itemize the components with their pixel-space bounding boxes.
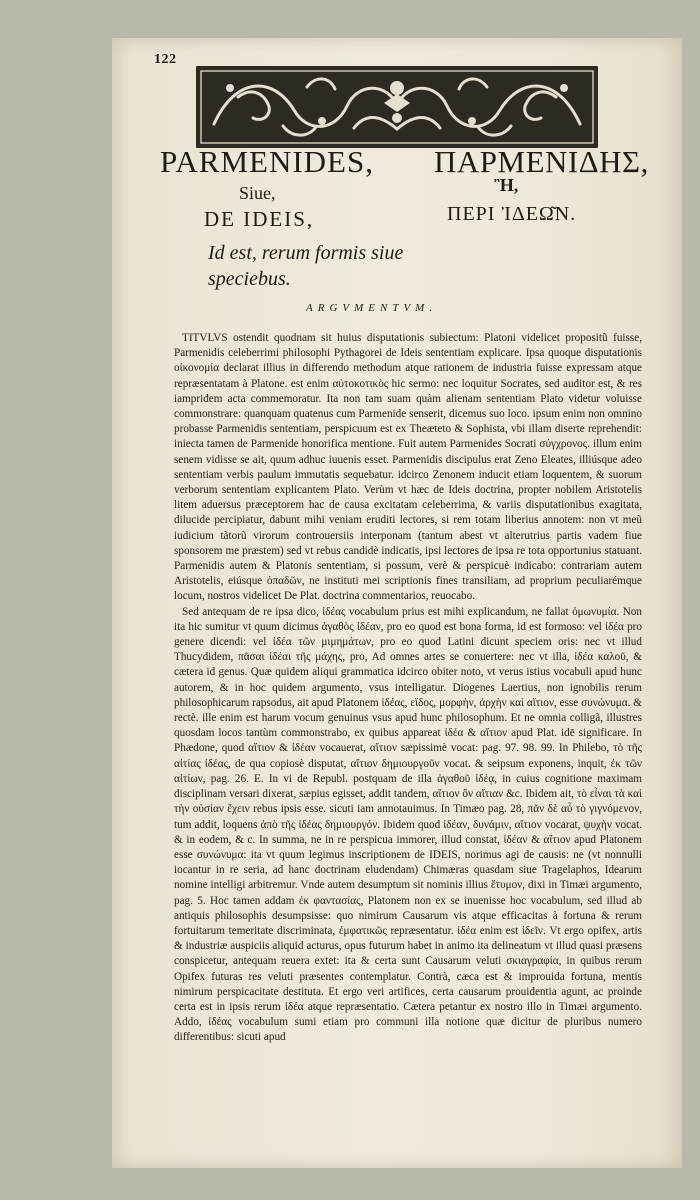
page-number: 122	[154, 52, 177, 67]
argument-body-text	[174, 331, 642, 1046]
subtitle-greek-peri-ideon: ΠΕΡΙ ἸΔΕΩ͂Ν.	[447, 203, 577, 225]
subtitle-latin-de-ideis: DE IDEIS,	[204, 207, 315, 231]
work-title-latin: PARMENIDES,	[160, 144, 374, 179]
argument-paragraph-1: TITVLVS ostendit quodnam sit huius disputationis subiectum: Platoni videlicet propositũ fuisse, Parmenidis celeberrimi philosophi Pythagorei de Ideis sententiam explicare. Ipsa quoque disputationis οἰκονομία declarat illius in differendo methodum atque rationem de industria fuisse expressam atque repræsentatam à Platone. est enim αὐτοκοτικὸς hic sermo: nec loquitur Socrates, sed auditor est, & res iampridem acta commemoratur. Ita non tam suam quàm alienam sententiam Plato videtur voluisse commonstrare: quanquam quatenus cum Parmenide senserit, dicemus suo loco. ipsum enim non omnino probasse Parmenidis sententiam, perspicuum est ex Theæteto & Sophista, vbi illam diserte reprehendit: iniecta tamen de Parmenide honorifica mentione. Fuit autem Parmenides Socrati σύγχρονος. illum enim senem vidisse se ait, quum adhuc iuuenis esset. Parmenidis discipulus erat Zeno Eleates, illiúsque adeo sententiam verbis paulum immutatis sequebatur. idcirco Zenonem inducit etiam loquentem, & suorum verborum sententiam explicantem Plato. Verùm vt hæc de Ideis doctrina, propter nobilem Aristotelis litem aduersus præceptorem hac de causa excitatam celeberrima, & variis disputationibus exagitata, dilucide percipiatur, dabunt mihi veniam eruditi lectores, si rem totam liberius annotem: non vt meũ iudicium tãtorũ virorum controuersiis interponam (tantum abest vt alterutrius partis vadem fiue sponsorem me præstem) sed vt rebus candidè indicatis, ipsi lectores de ipsa re tota opportunius statuant. Parmenidis autem & Platonis sententiam, si possum, verè & perspicuè indicabo: contrariam autem Aristotelis, eiúsque ὁπαδῶν, ne instituti mei scriptionis fines transiliam, ad proprium peculiarémque locum, nostros videlicet De Plat. doctrina commentarios, reuocabo.	[174, 332, 642, 603]
work-title-greek: ΠΑΡΜΕΝΙΔΗΣ,	[434, 144, 649, 179]
subtitle-explanation	[208, 240, 428, 292]
subtitle-line-1: Id est, rerum formis siue	[208, 242, 404, 264]
alternate-title-connector-greek: Ἢ,	[494, 175, 519, 195]
argument-paragraph-2: Sed antequam de re ipsa dico, ἰδέας vocabulum prius est mihi explicandum, ne fallat ὁμωνυμία. Non ita hic sumitur vt quum dicimus ἀγαθὸς ἰδέαν, pro eo quod est bona forma, id est formoso: vel ἰδέα pro genere dicendi: vel ἰδέα τῶν μιμημάτων, pro eo quod Latini dicunt speciem oris: nec vt illud Thucydidem, πᾶσαι ἰδέαι τῆς μάχης, pro, Ad omnes artes se conuertere: nec vt illa, ἰδέα καλοῦ, & cætera id genus. Quæ quidem aliqui grammatica idcirco obiter noto, vt verus istius vocabuli apud hunc autorem, & in hoc quidem argumento, vsus intelligatur. Diogenes Laertius, non ignobilis rerum philosophicarum rapsodus, ait apud Platonem ἰδέας, εἴδος, μορφὴν, ἀρχὴν καὶ αἴτιον, esse συνώνυμα. & rectè. ille enim est harum vocum genuinus vsus apud hunc philosophum. Et ne omnia colligã, illustres quosdam locos tantùm commonstrabo, ex quibus appareat ἰδέα & αἴτιον apud Plat. idē significare. In Phædone, quod αἴτιον & ἰδέαν vocauerat, αἴτιον sæpissimè vocat: pag. 97. 98. 99. In Philebo, τὸ τῆς αἰτίας ἰδέας, de qua copiosè disputat, αἴτιον δημιουργοῦν vocat. & seipsum exponens, inquit, ἐκ τῶν αἰτίων, pag. 26. E. In vi de Republ. postquam de illa ἀγαθοῦ ἰδέᾳ, in cuius cognitione maximam disciplinam versari dixerat, sæpius egisset, addit tandem, αἴτιον ὂν αἴτιαν &c. Ibidem ait, τὸ εἶναι τὰ καὶ τὴν οὐσίαν ἔχειν rebus ipsis esse. sicuti iam annotauimus. In Timæo pag. 28, πᾶν δὲ αὖ τὸ γιγνόμενον, tum addit, loquens ἀπὸ τῆς ἰδέας δημιουργόν. Ibidem quod ἰδέαν, δυνάμιν, αἴτιον vocarat, ψυχὴν vocat. & in eodem, & c. In summa, ne in re perspicua immorer, illud constat, ἰδέαν & αἴτιον apud Platonem esse συνώνυμα: ita vt quum legimus inscriptionem de IDEIS, norimus agi de causis: ne (vt nonnulli iocantur in re seria, ad hanc doctrinam eludendam) Chimæras quasdam siue Tragelaphos, Idearum nomine intelligi arbitremur. Vnde autem desumptum sit nominis illius ἔτυμον, dixi in Timæi argumento, pag. 5. Hoc tamen addam ἐκ φαντασίας, Platonem non ex se inuenisse hoc vocabulum, sed illud ab antiquis philosophis desumpsisse: quo nimirum Causarum vis atque efficacitas à fortuna & rerum fortuitarum temeritate discriminata, ἐμφατικῶς repræsentatur. ἰδέα enim est ἰδεῖν. Vt ergo opifex, artis & industriæ auspiciis aliquid acturus, opus futurum habet in animo ita delineatum vt illud quasi præsens conspicetur, antequam reuera extet: ita & certa sunt Causarum veluti σκιαγραφία, in quibus rerum Opifex futuras res veluti præsentes contemplatur. Contrà, cæca est & improuida fortuna, mentis nimirum perspicacitate destituta. Et ergo veri artifices, certa causarum prouidentia agunt, ac proinde certa est in ipsis rerum ἰδέα atque repræsentatio. Cætera petantur ex nostro illo in Timæi argumento. Addo, ἰδέας vocabulum sumi etiam pro communi illa notione quæ dicitur de pluribus numero differentibus: sicuti apud	[174, 605, 642, 1044]
subtitle-line-2: speciebus.	[208, 268, 291, 290]
book-page	[112, 38, 682, 1168]
decorative-headpiece-ornament	[196, 66, 598, 148]
section-heading-argumentum: ARGVMENTVM.	[306, 302, 438, 314]
alternate-title-connector-latin: Siue,	[239, 183, 276, 203]
